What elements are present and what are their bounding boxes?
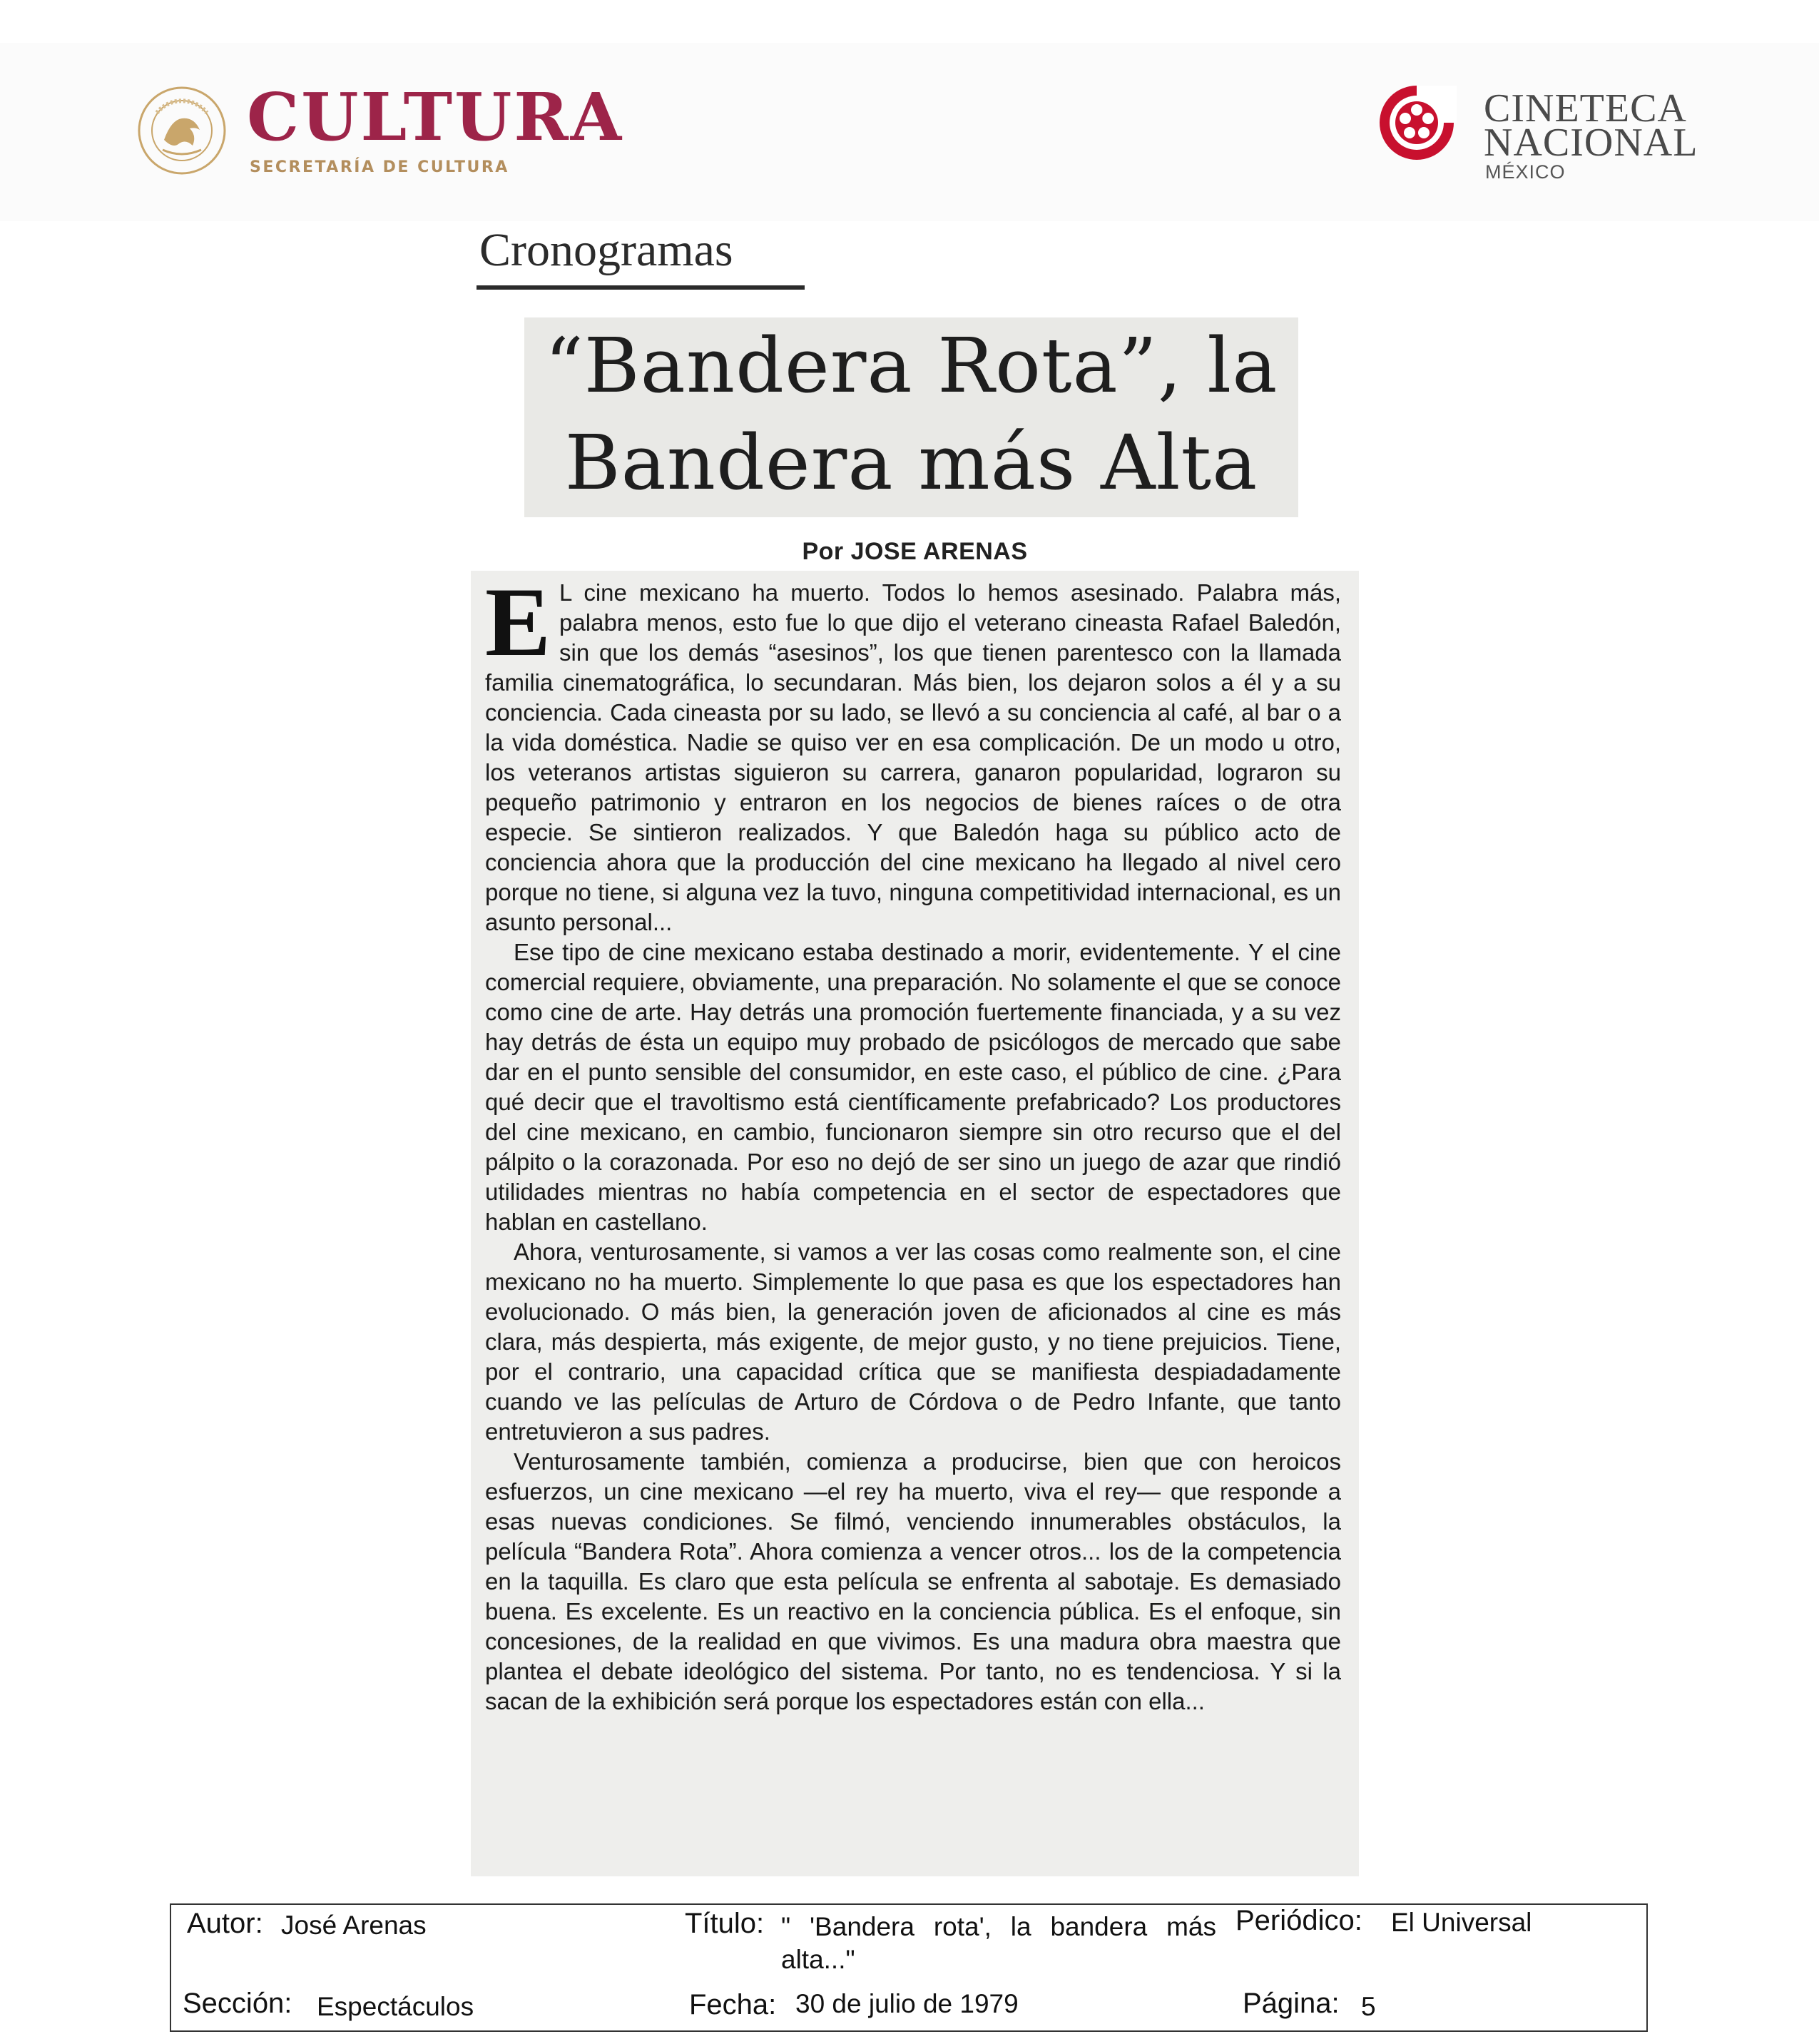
- article-paragraph: E L cine mexicano ha muerto. Todos lo hemos asesinado. Palabra más, palabra menos, esto fue lo que dijo el veterano cineasta Rafael Baledón, sin que los demás “asesinos”, los que tienen parentesco con la llamada familia cinematográfica, lo secundaran. Más bien, los dejaron solos a él y a su conciencia. Cada cineasta por su lado, se llevó a su conciencia al café, al bar o a la vida doméstica. Nadie se quiso ver en esa complicación. De un modo u otro, los veteranos artistas siguieron su carrera, ganaron popularidad, lograron su pequeño patrimonio y entraron en los negocios de bienes raíces o de otra especie. Se sintieron realizados. Y que Baledón haga su público acto de conciencia ahora que la producción del cine mexicano ha llegado al nivel cero porque no tiene, si alguna vez la tuvo, ninguna competitividad internacional, es un asunto personal...: [485, 578, 1341, 935]
- article-body: [485, 578, 1341, 1869]
- titulo-value: " 'Bandera rota', la bandera más alta...": [781, 1912, 1216, 1974]
- fecha-value: 30 de julio de 1979: [795, 1989, 1019, 2018]
- headline: [524, 317, 1298, 517]
- headline-line1: “Bandera Rota”, la: [544, 322, 1278, 410]
- article-paragraph: Ese tipo de cine mexicano estaba destinado a morir, evidentemente. Y el cine comercial requiere, obviamente, una preparación. No solamente el que se conoce como cine de arte. Hay detrás una promoción fuertemente financiada, y a su vez hay detrás de ésta un equipo muy probado de psicólogos de mercado que sabe dar en el punto sensible del consumidor, en este caso, el público de cine. ¿Para qué decir que el travoltismo está científicamente prefabricado? Los productores del cine mexicano, en cambio, funcionaron siempre sin otro recurso que el del pálpito o la corazonada. Por eso no dejó de ser sino un juego de azar que rindió utilidades mientras no había competencia en el sector de espectadores que hablan en castellano.: [485, 939, 1341, 1235]
- autor-value: José Arenas: [281, 1911, 427, 1940]
- section-heading: Cronogramas: [479, 224, 733, 276]
- cineteca-line2: NACIONAL: [1484, 121, 1698, 165]
- autor-label: Autor:: [187, 1908, 263, 1939]
- section-rule: [477, 285, 805, 290]
- pagina-value: 5: [1361, 1992, 1376, 2021]
- fecha-label: Fecha:: [689, 1989, 777, 2020]
- cultura-subtitle: SECRETARÍA DE CULTURA: [250, 158, 509, 176]
- byline: Por JOSE ARENAS: [802, 538, 1028, 565]
- periodico-value: El Universal: [1391, 1908, 1532, 1937]
- mexican-seal-icon: [136, 84, 228, 177]
- headline-line2: Bandera más Alta: [564, 419, 1258, 507]
- article-paragraph: Venturosamente también, comienza a producirse, bien que con heroicos esfuerzos, un cine mexicano —el rey ha muerto, viva el rey— que responde a esas nuevas condiciones. Se filmó, venciendo innumerables obstáculos, la película “Bandera Rota”. Ahora comienza a vencer otros... los de la competencia en la taquilla. Es claro que esta película se enfrenta al sabotaje. Es demasiado buena. Es excelente. Es un reactivo en la conciencia pública. Es el enfoque, sin concesiones, de la realidad en que vivimos. Es una madura obra maestra que plantea el debate ideológico del sistema. Por tanto, no es tendenciosa. Y si la sacan de la exhibición será porque los espectadores están con ella...: [485, 1448, 1341, 1714]
- periodico-label: Periódico:: [1235, 1905, 1362, 1936]
- film-reel-icon: [1377, 83, 1457, 163]
- titulo-label: Título:: [685, 1908, 765, 1939]
- seccion-label: Sección:: [183, 1988, 292, 2019]
- seccion-value: Espectáculos: [317, 1992, 474, 2021]
- drop-cap: E: [485, 578, 551, 676]
- pagina-label: Página:: [1243, 1988, 1340, 2019]
- cineteca-line1: CINETECA: [1484, 86, 1687, 131]
- cineteca-line3: MÉXICO: [1485, 161, 1566, 183]
- article-paragraph: Ahora, venturosamente, si vamos a ver las cosas como realmente son, el cine mexicano no ha muerto. Simplemente lo que pasa es que los espectadores han evolucionado. O más bien, la generación joven de aficionados al cine es más clara, más despierta, más exigente, de mejor gusto, y no tiene prejuicios. Tiene, por el contrario, una capacidad crítica que se manifiesta despiadadamente cuando ve las películas de Arturo de Córdova o de Pedro Infante, que tanto entretuvieron a sus padres.: [485, 1239, 1341, 1445]
- cultura-title: CULTURA: [247, 78, 624, 156]
- cultura-logo: [136, 78, 635, 184]
- cineteca-logo: [1377, 80, 1712, 183]
